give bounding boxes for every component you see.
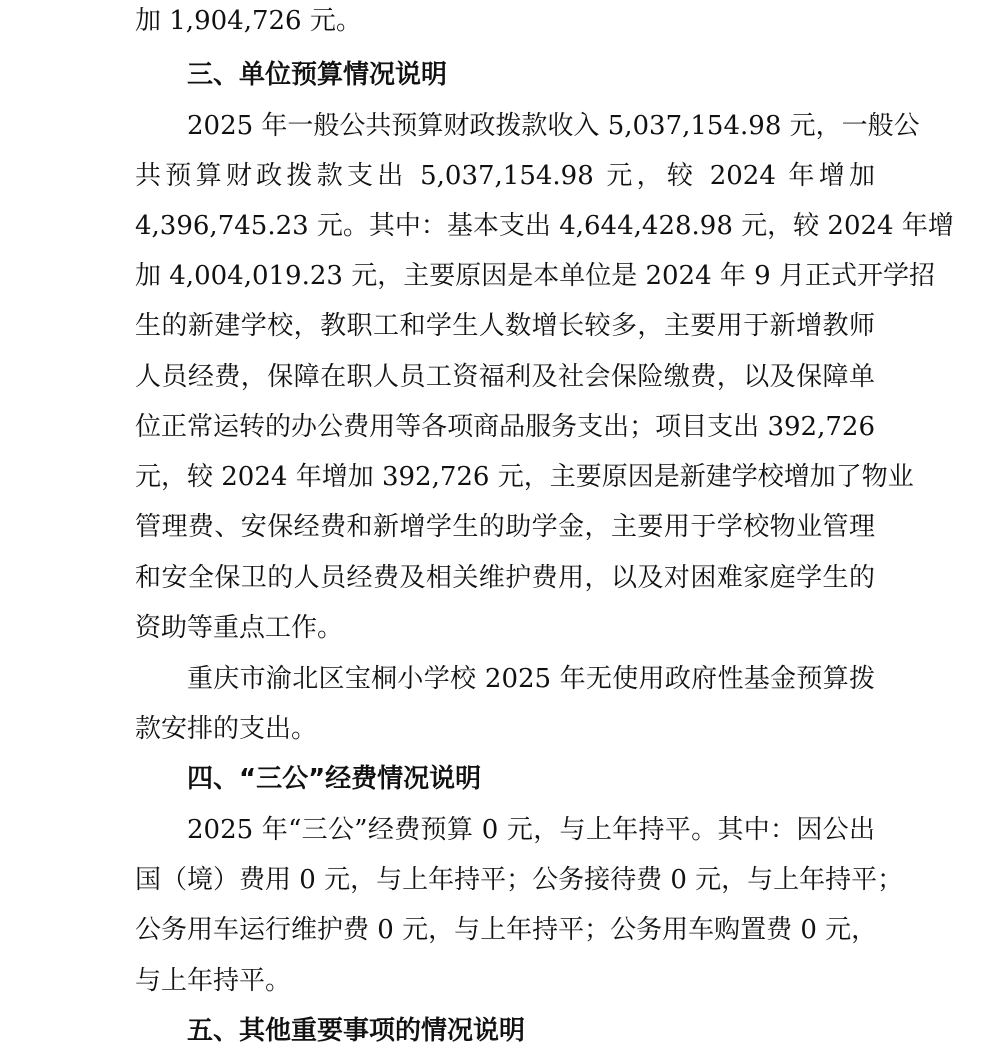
paragraph-line: 资助等重点工作。 <box>135 613 344 643</box>
paragraph-line: 2025 年一般公共预算财政拨款收入 5,037,154.98 元，一般公 <box>187 111 920 141</box>
paragraph-line: 2025 年“三公”经费预算 0 元，与上年持平。其中：因公出 <box>187 815 875 845</box>
paragraph-line: 和安全保卫的人员经费及相关维护费用，以及对困难家庭学生的 <box>135 563 875 593</box>
paragraph-line: 生的新建学校，教职工和学生人数增长较多，主要用于新增教师 <box>135 311 875 341</box>
section-heading-4: 四、“三公”经费情况说明 <box>187 764 482 794</box>
paragraph-line: 公务用车运行维护费 0 元，与上年持平；公务用车购置费 0 元， <box>135 915 878 945</box>
paragraph-line: 与上年持平。 <box>135 966 292 996</box>
section-heading-5: 五、其他重要事项的情况说明 <box>187 1016 526 1046</box>
paragraph-line: 款安排的支出。 <box>135 714 318 744</box>
paragraph-line: 管理费、安保经费和新增学生的助学金，主要用于学校物业管理 <box>135 512 875 542</box>
paragraph-line: 4,396,745.23 元。其中：基本支出 4,644,428.98 元，较 2024 年增 <box>135 211 954 241</box>
section-heading-3: 三、单位预算情况说明 <box>187 60 448 90</box>
paragraph-line: 重庆市渝北区宝桐小学校 2025 年无使用政府性基金预算拨 <box>187 664 875 694</box>
paragraph-line: 加 1,904,726 元。 <box>135 6 362 36</box>
paragraph-line: 国（境）费用 0 元，与上年持平；公务接待费 0 元，与上年持平； <box>135 865 904 895</box>
paragraph-line: 人员经费，保障在职人员工资福利及社会保险缴费，以及保障单 <box>135 362 875 392</box>
paragraph-line: 共预算财政拨款支出 5,037,154.98 元，较 2024 年增加 <box>135 161 875 191</box>
paragraph-line: 位正常运转的办公费用等各项商品服务支出；项目支出 392,726 <box>135 412 875 442</box>
paragraph-line: 加 4,004,019.23 元，主要原因是本单位是 2024 年 9 月正式开学招 <box>135 261 935 291</box>
paragraph-line: 元，较 2024 年增加 392,726 元，主要原因是新建学校增加了物业 <box>135 462 914 492</box>
